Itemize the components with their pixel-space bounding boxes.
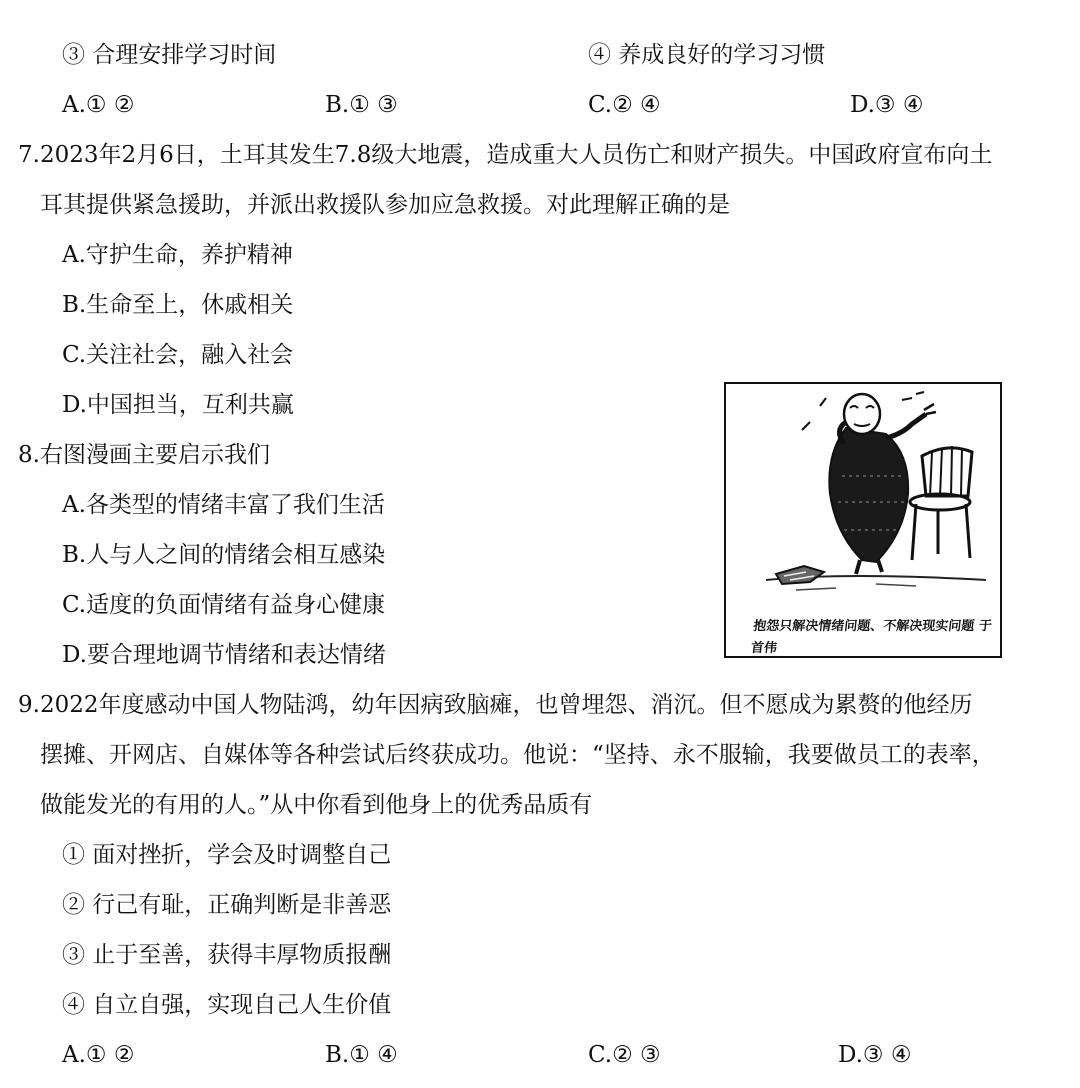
q8-option-d[interactable]: D.要合理地调节情绪和表达情绪 xyxy=(62,642,386,668)
q6-option-a[interactable]: A.① ② xyxy=(62,92,135,118)
q7-stem-line-1: 7.2023年2月6日，土耳其发生7.8级大地震，造成重大人员伤亡和财产损失。中国政府宣布向土 xyxy=(18,142,993,168)
q9-item-1: ① 面对挫折，学会及时调整自己 xyxy=(62,842,392,868)
q7-option-d[interactable]: D.中国担当，互利共赢 xyxy=(62,392,294,418)
q8-option-a[interactable]: A.各类型的情绪丰富了我们生活 xyxy=(62,492,385,518)
q9-item-2: ② 行己有耻，正确判断是非善恶 xyxy=(62,892,392,918)
q9-option-b[interactable]: B.① ④ xyxy=(325,1042,398,1068)
q8-option-c[interactable]: C.适度的负面情绪有益身心健康 xyxy=(62,592,386,618)
q7-option-c[interactable]: C.关注社会，融入社会 xyxy=(62,342,294,368)
q9-stem-line-3: 做能发光的有用的人。”从中你看到他身上的优秀品质有 xyxy=(40,792,593,818)
q6-option-b[interactable]: B.① ③ xyxy=(325,92,398,118)
q7-option-b[interactable]: B.生命至上，休戚相关 xyxy=(62,292,294,318)
q9-option-a[interactable]: A.① ② xyxy=(62,1042,135,1068)
q8-option-b[interactable]: B.人与人之间的情绪会相互感染 xyxy=(62,542,386,568)
q9-option-d[interactable]: D.③ ④ xyxy=(838,1042,912,1068)
q6-item-3: ③ 合理安排学习时间 xyxy=(62,42,277,68)
cartoon-caption: 抱怨只解决情绪问题、不解决现实问题 于首伟 xyxy=(750,619,993,656)
q8-stem: 8.右图漫画主要启示我们 xyxy=(18,442,270,468)
q7-stem-line-2: 耳其提供紧急援助，并派出救援队参加应急救援。对此理解正确的是 xyxy=(40,192,730,218)
q9-option-c[interactable]: C.② ③ xyxy=(588,1042,661,1068)
q7-option-a[interactable]: A.守护生命，养护精神 xyxy=(62,242,293,268)
q8-cartoon xyxy=(724,382,1002,658)
q6-option-c[interactable]: C.② ④ xyxy=(588,92,661,118)
q9-stem-line-1: 9.2022年度感动中国人物陆鸿，幼年因病致脑瘫，也曾埋怨、消沉。但不愿成为累赘的他经历 xyxy=(18,692,973,718)
q9-stem-line-2: 摆摊、开网店、自媒体等各种尝试后终获成功。他说：“坚持、永不服输，我要做员工的表率， xyxy=(40,742,995,768)
q9-item-4: ④ 自立自强，实现自己人生价值 xyxy=(62,992,392,1018)
q9-item-3: ③ 止于至善，获得丰厚物质报酬 xyxy=(62,942,392,968)
q6-item-4: ④ 养成良好的学习习惯 xyxy=(588,42,826,68)
q6-option-d[interactable]: D.③ ④ xyxy=(850,92,924,118)
